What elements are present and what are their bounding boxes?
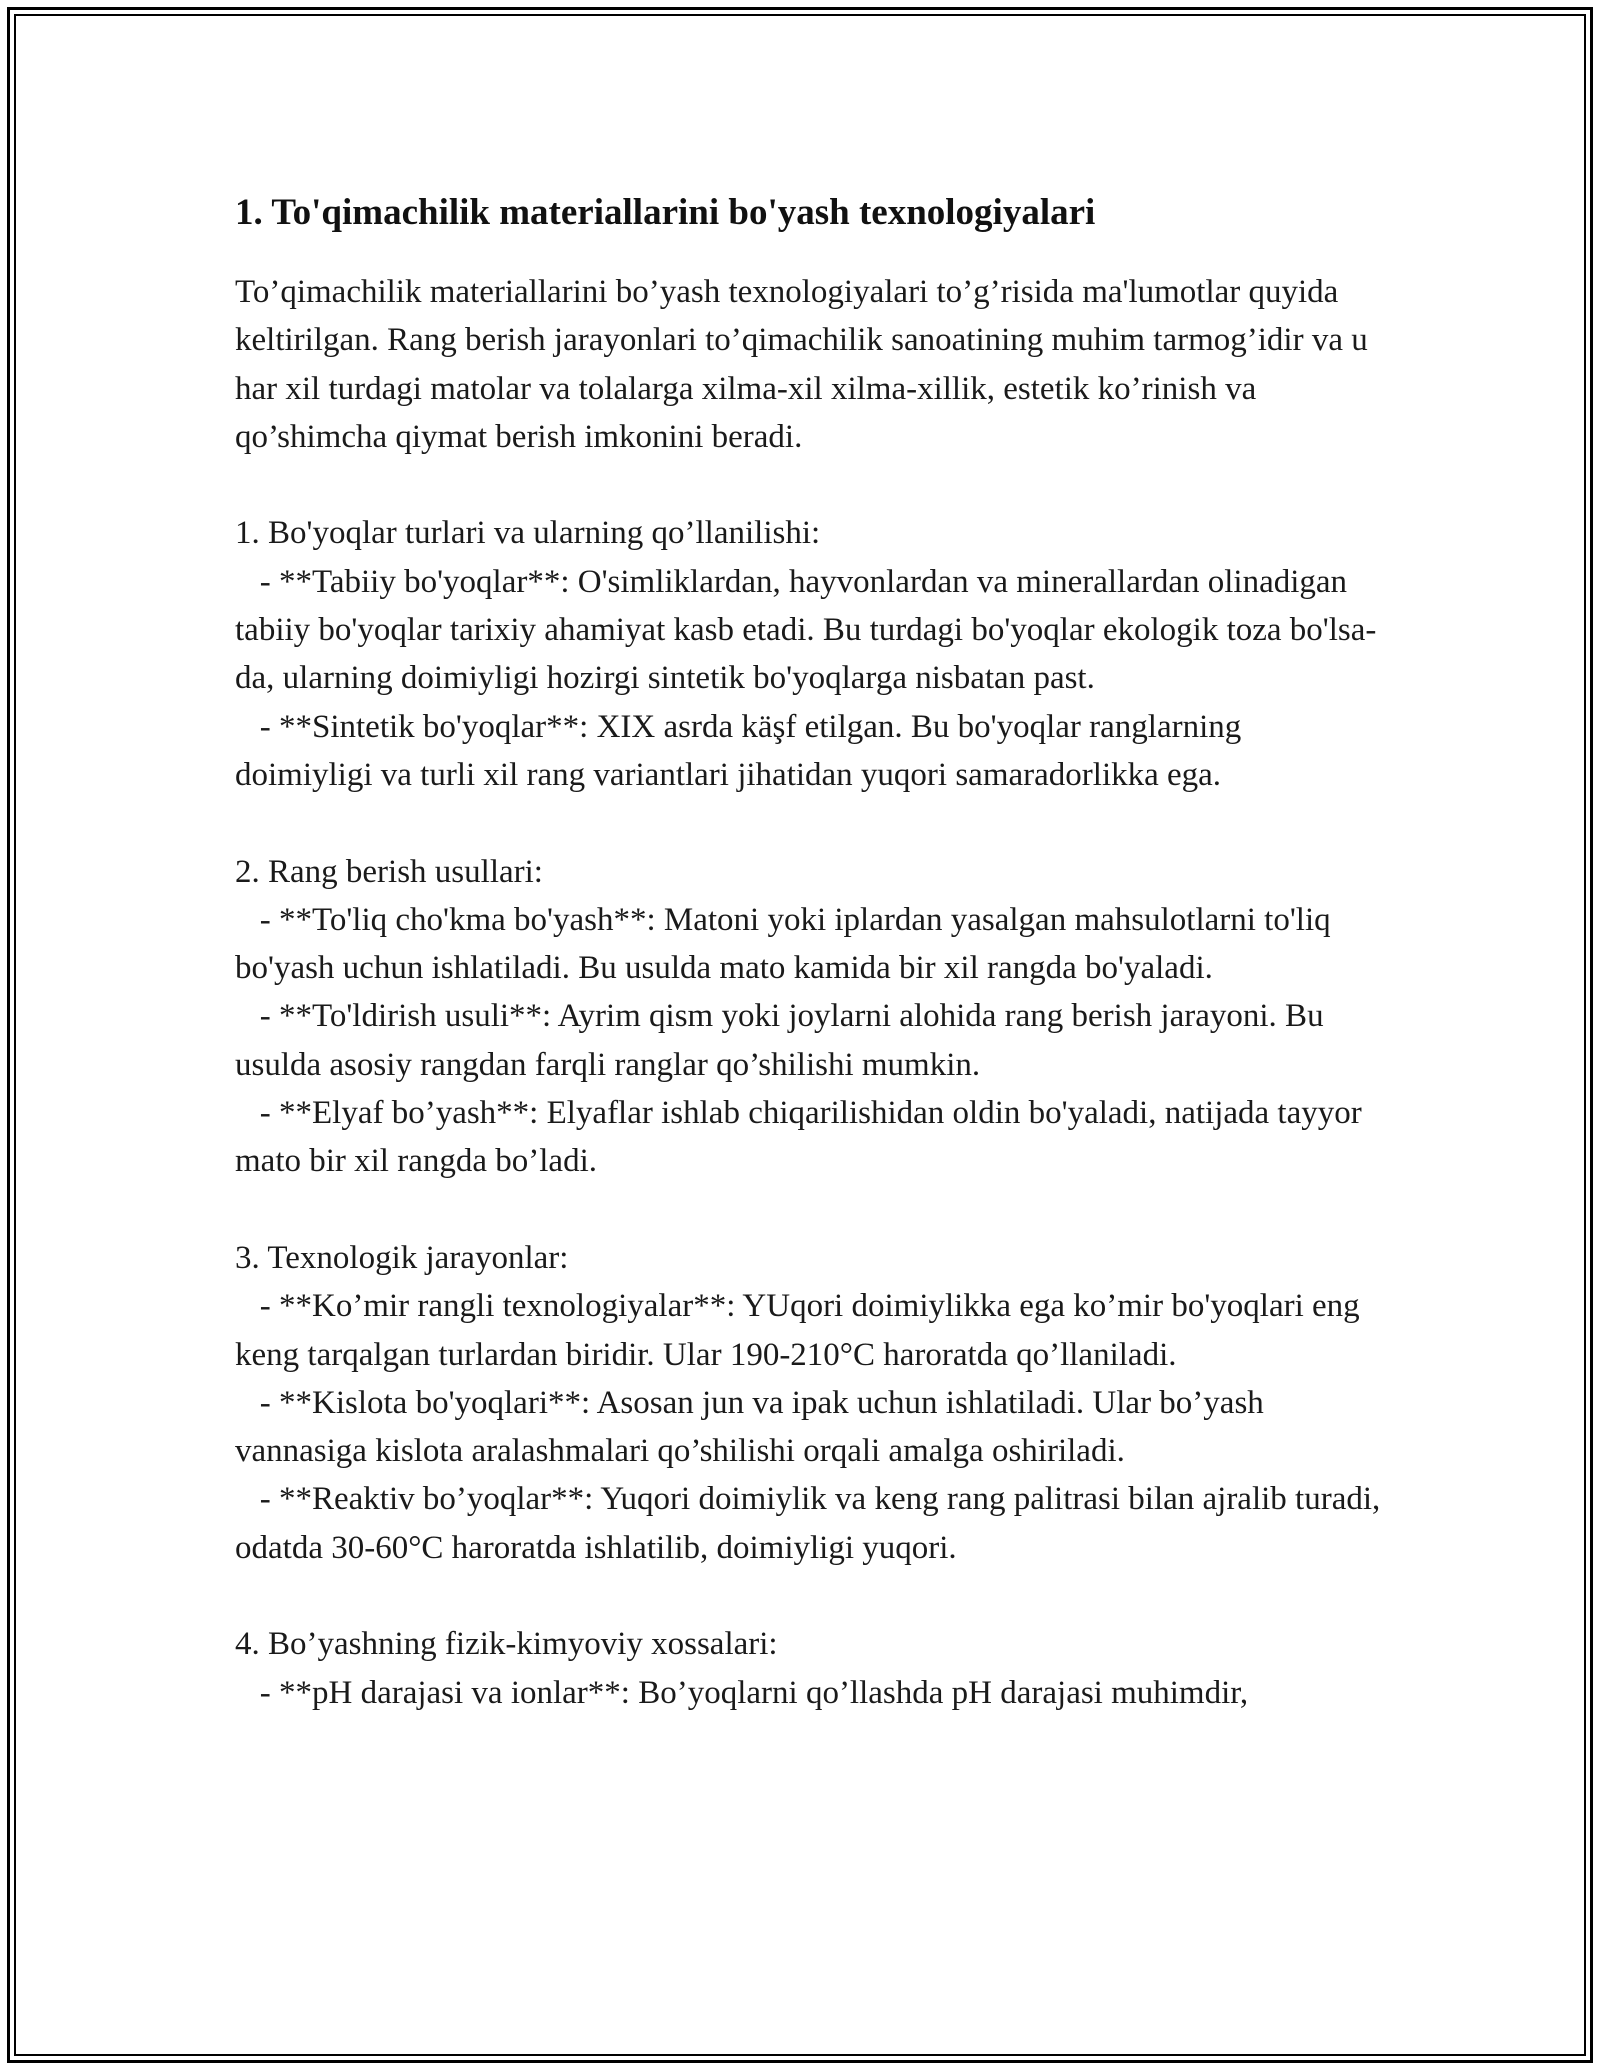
list-item: - **Reaktiv bo’yoqlar**: Yuqori doimiylik va keng rang palitrasi bilan ajralib turadi, odatda 30-60°C haroratda ishlatilib, doimiyligi yuqori. — [235, 1481, 1389, 1566]
list-item: - **Ko’mir rangli texnologiyalar**: YUqori doimiylikka ega ko’mir bo'yoqlari eng keng tarqalgan turlardan biridir. Ular 190-210°C haroratda qo’llaniladi. — [235, 1288, 1368, 1373]
paragraph-spacer — [235, 1572, 1385, 1620]
list-item: - **Tabiiy bo'yoqlar**: O'simliklardan, hayvonlardan va minerallardan olinadigan tabiiy bo'yoqlar tarixiy ahamiyat kasb etadi. Bu turdagi bo'yoqlar ekologik toza bo'lsa-da, ularning doimiyligi hozirgi sintetik bo'yoqlarga nisbatan past. — [235, 563, 1377, 697]
list-item: - **Sintetik bo'yoqlar**: XIX asrda käşf etilgan. Bu bo'yoqlar ranglarning doimiyligi va turli xil rang variantlari jihatidan yuqori samaradorlikka ega. — [235, 708, 1250, 793]
section-1 — [235, 509, 1385, 799]
section-2 — [235, 848, 1385, 1186]
section-heading: 3. Texnologik jarayonlar: — [235, 1239, 569, 1276]
paragraph-spacer — [235, 1186, 1385, 1234]
intro-paragraph: To’qimachilik materiallarini bo’yash texnologiyalari to’g’risida ma'lumotlar quyida keltirilgan. Rang berish jarayonlari to’qimachilik sanoatining muhim tarmog’idir va u har xil turdagi matolar va tolalarga xilma-xil xilma-xillik, estetik ko’rinish va qo’shimcha qiymat berish imkonini beradi. — [235, 274, 1376, 455]
list-item: - **pH darajasi va ionlar**: Bo’yoqlarni qo’llashda pH darajasi muhimdir, — [235, 1674, 1249, 1711]
section-heading: 1. Bo'yoqlar turlari va ularning qo’llanilishi: — [235, 515, 821, 552]
list-item: - **Kislota bo'yoqlari**: Asosan jun va ipak uchun ishlatiladi. Ular bo’yash vannasiga kislota aralashmalari qo’shilishi orqali amalga oshiriladi. — [235, 1384, 1273, 1470]
section-4 — [235, 1620, 1385, 1717]
document-title: 1. To'qimachilik materiallarini bo'yash texnologiyalari — [235, 192, 1096, 233]
list-item: - **To'liq cho'kma bo'yash**: Matoni yoki iplardan yasalgan mahsulotlarni to'liq bo'yash uchun ishlatiladi. Bu usulda mato kamida bir xil rangda bo'yaladi. — [235, 901, 1339, 987]
document-page — [235, 180, 1389, 1717]
list-item: - **To'ldirish usuli**: Ayrim qism yoki joylarni alohida rang berish jarayoni. Bu usulda asosiy rangdan farqli ranglar qo’shilishi mumkin. — [235, 998, 1332, 1083]
list-item: - **Elyaf bo’yash**: Elyaflar ishlab chiqarilishidan oldin bo'yaladi, natijada tayyor mato bir xil rangda bo’ladi. — [235, 1095, 1370, 1180]
section-3 — [235, 1234, 1389, 1572]
section-heading: 4. Bo’yashning fizik-kimyoviy xossalari: — [235, 1626, 778, 1663]
paragraph-spacer — [235, 799, 1385, 847]
paragraph-spacer — [235, 461, 1385, 509]
section-heading: 2. Rang berish usullari: — [235, 853, 543, 890]
